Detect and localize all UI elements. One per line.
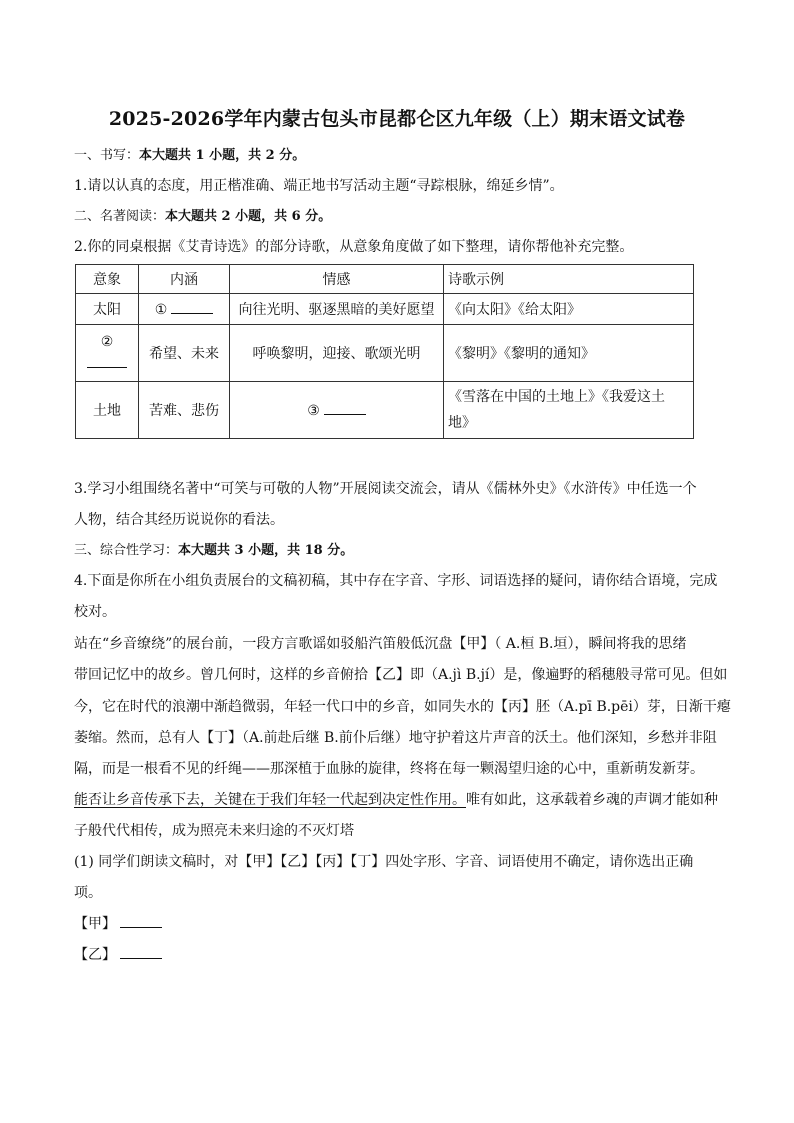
underlined-sentence: 能否让乡音传承下去，关键在于我们年轻一代起到决定性作用。 [74,792,466,808]
section-detail: 本大题共 2 小题，共 6 分。 [165,209,332,224]
header-cell-image: 意象 [76,265,139,294]
answer-label: 【乙】 [74,947,116,963]
header-cell-meaning: 内涵 [139,265,230,294]
answer-blank[interactable] [120,914,162,928]
answer-blank[interactable] [87,354,127,368]
cell-poems: 《向太阳》《给太阳》 [444,294,694,325]
blank-number: ② [100,334,114,350]
question-3-line: 人物，结合其经历说说你的看法。 [74,512,284,528]
cell-emotion-blank[interactable] [230,382,444,439]
section-heading-3 [74,541,734,561]
poems-line: 地》 [448,415,476,431]
section-title: 三、综合性学习： [74,543,179,558]
answer-blank[interactable] [171,300,213,314]
cell-emotion: 向往光明、驱逐黑暗的美好愿望 [230,294,444,325]
cell-poems [444,382,694,439]
question-4-intro: 4.下面是你所在小组负责展台的文稿初稿，其中存在字音、字形、词语选择的疑问，请你结合语境，完成 [74,573,718,589]
section-heading-2 [74,207,734,227]
section-detail: 本大题共 1 小题，共 2 分。 [139,148,306,163]
answer-line-yi [74,945,734,965]
page-title: 2025-2026学年内蒙古包头市昆都仑区九年级（上）期末语文试卷 [108,108,686,130]
cell-image: 太阳 [76,294,139,325]
passage-line: 带回记忆中的故乡。曾几何时，这样的乡音俯拾【乙】即（A.jì B.jí）是，像遍野的稻穗般寻常可见。但如 [74,667,728,683]
question-3-line: 3.学习小组围绕名著中“可笑与可敬的人物”开展阅读交流会，请从《儒林外史》《水浒传》中任选一个 [74,481,697,497]
sub-question-1: (1) 同学们朗读文稿时，对【甲】【乙】【丙】【丁】四处字形、字音、词语使用不确定，请你选出正确 [74,854,694,870]
sub-question-1: 项。 [74,885,102,901]
header-cell-emotion: 情感 [230,265,444,294]
cell-meaning-blank[interactable] [139,294,230,325]
imagery-table [75,264,694,439]
passage-line: 今，它在时代的浪潮中渐趋微弱，年轻一代口中的乡音，如同失水的【丙】胚（A.pī B.pēi）芽，日渐干瘪 [74,699,731,715]
answer-line-jia [74,914,734,934]
answer-blank[interactable] [120,945,162,959]
passage-line: 萎缩。然而，总有人【丁】（A.前赴后继 B.前仆后继）地守护着这片声音的沃土。他们深知，乡愁并非阻 [74,730,717,746]
question-4-intro: 校对。 [74,604,116,620]
cell-poems: 《黎明》《黎明的通知》 [444,325,694,382]
section-detail: 本大题共 3 小题，共 18 分。 [178,543,354,558]
table-row [76,382,694,439]
question-2-prompt: 2.你的同桌根据《艾青诗选》的部分诗歌，从意象角度做了如下整理，请你帮他补充完整。 [74,239,634,255]
cell-emotion: 呼唤黎明，迎接、歌颂光明 [230,325,444,382]
table-header-row [76,265,694,294]
passage-text: 唯有如此，这承载着乡魂的声调才能如种 [466,792,718,808]
cell-meaning: 希望、未来 [139,325,230,382]
poems-line: 《雪落在中国的土地上》《我爱这土 [448,389,665,405]
answer-blank[interactable] [324,401,366,415]
question-1: 1.请以认真的态度，用正楷准确、端正地书写活动主题“寻踪根脉，绵延乡情”。 [74,178,564,194]
passage-line: 子般代代相传，成为照亮未来归途的不灭灯塔 [74,823,354,839]
section-title: 一、书写： [74,148,140,163]
passage-line: 站在“乡音缭绕”的展台前，一段方言歌谣如驳船汽笛般低沉盘【甲】（ A.桓 B.垣），瞬间将我的思绪 [74,636,687,652]
table-row [76,325,694,382]
blank-number: ① [154,302,168,318]
passage-line: 隔，而是一根看不见的纤绳——那深植于血脉的旋律，终将在每一颗渴望归途的心中，重新萌发新芽。 [74,761,704,777]
passage-line [74,790,734,810]
cell-meaning: 苦难、悲伤 [139,382,230,439]
section-title: 二、名著阅读： [74,209,166,224]
blank-number: ③ [307,403,320,419]
cell-image-blank[interactable] [76,325,139,382]
table-row [76,294,694,325]
cell-image: 土地 [76,382,139,439]
answer-label: 【甲】 [74,916,116,932]
header-cell-poems: 诗歌示例 [444,265,694,294]
section-heading-1 [74,146,734,166]
